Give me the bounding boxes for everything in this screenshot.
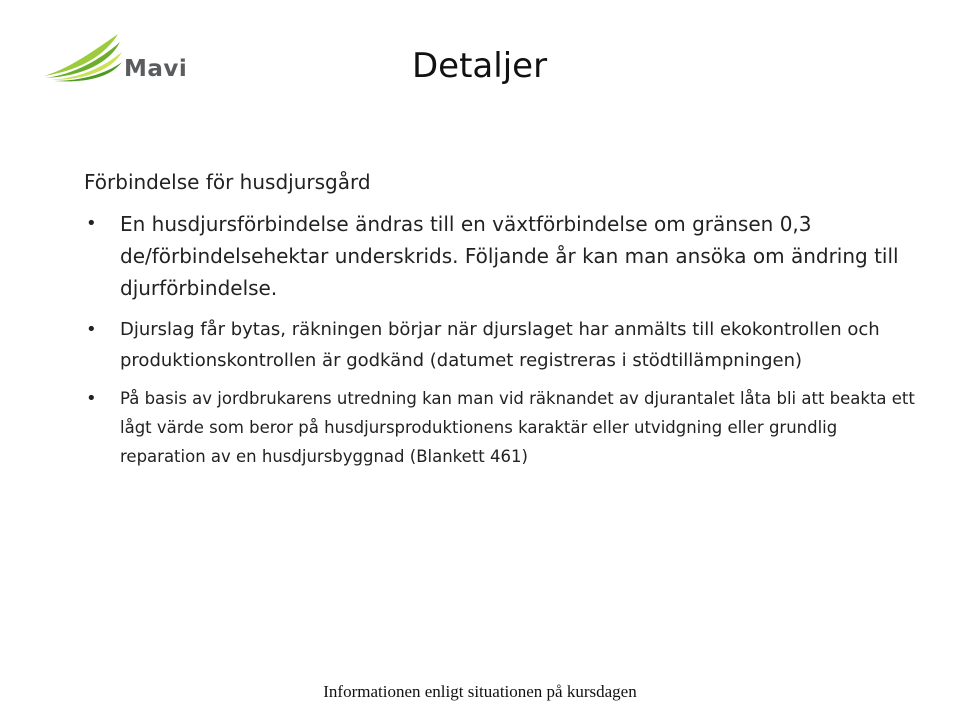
bullet-item bbox=[84, 208, 924, 304]
footer-text: Informationen enligt situationen på kursdagen bbox=[323, 682, 637, 701]
bullet-icon: • bbox=[86, 388, 97, 409]
bullet-icon: • bbox=[86, 319, 97, 340]
footer bbox=[0, 682, 960, 702]
slide-title: Detaljer bbox=[412, 46, 548, 86]
bullet-item bbox=[84, 384, 924, 471]
mavi-logo bbox=[40, 28, 200, 88]
bullet-text: En husdjursförbindelse ändras till en växtförbindelse om gränsen 0,3 de/förbindelsehektar underskrids. Följande år kan man ansöka om ändring till djurförbindelse. bbox=[120, 212, 899, 300]
bullet-icon: • bbox=[86, 213, 97, 234]
bullet-text: Djurslag får bytas, räkningen börjar när djurslaget har anmälts till ekokontrollen och produktionskontrollen är godkänd (datumet registreras i stödtillämpningen) bbox=[120, 319, 880, 371]
section-heading: Förbindelse för husdjursgård bbox=[84, 170, 371, 194]
bullet-list bbox=[84, 208, 924, 471]
logo-brand-text: Mavi bbox=[124, 56, 188, 82]
bullet-item bbox=[84, 314, 924, 376]
bullet-text: På basis av jordbrukarens utredning kan man vid räknandet av djurantalet låta bli att beakta ett lågt värde som beror på husdjursproduktionens karaktär eller utvidgning eller grundlig reparation av en husdjursbyggnad (Blankett 461) bbox=[120, 389, 915, 466]
slide-content bbox=[84, 168, 924, 479]
